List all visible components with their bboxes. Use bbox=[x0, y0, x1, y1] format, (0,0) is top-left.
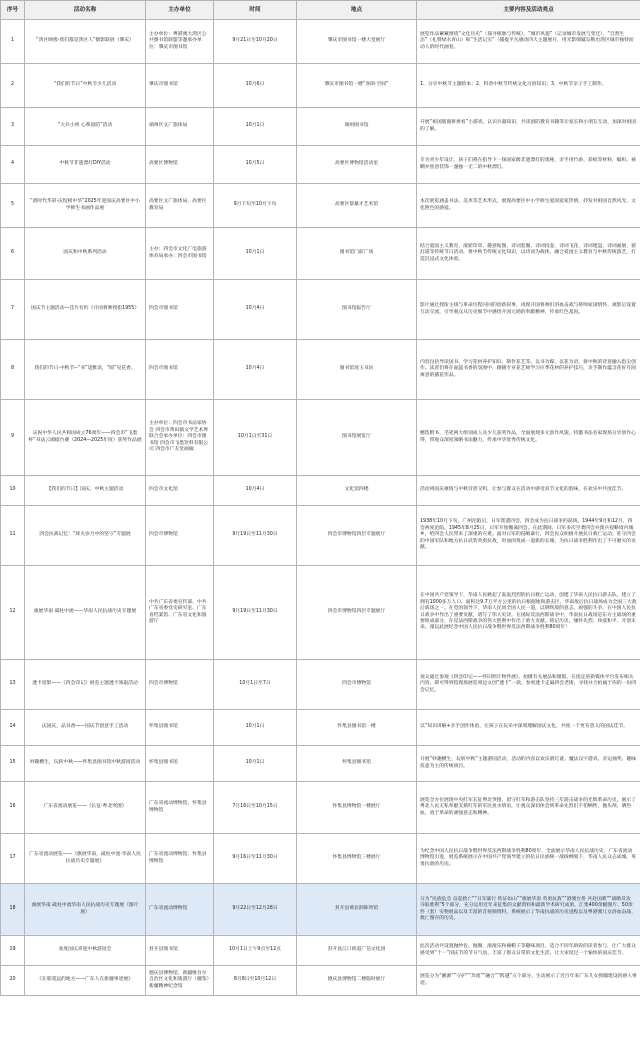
cell-name: 《在那遥远的地方——广东人在新疆事迹展》 bbox=[25, 966, 146, 996]
cell-name: 【我们的节日】国庆、中秋主题活动 bbox=[25, 476, 146, 506]
cell-no: 7 bbox=[1, 280, 25, 340]
cell-place: 封开县黄岩洞陈列馆 bbox=[297, 884, 417, 936]
cell-time: 9月22日至12月28日 bbox=[214, 884, 297, 936]
cell-no: 12 bbox=[1, 566, 25, 660]
cell-time: 10月6日 bbox=[214, 64, 297, 108]
cell-host: 中共广东省委宣传部、中共广东省委党史研究室、广东省档案馆、广东省文化和旅游厅 bbox=[146, 566, 214, 660]
cell-host: 端州区文广旅体局 bbox=[146, 108, 214, 146]
cell-time: 10月4日 bbox=[214, 476, 297, 506]
cell-name: 广东省流动展览——《长征·粤北突围》 bbox=[25, 782, 146, 834]
table-row bbox=[1, 280, 640, 340]
cell-host: 主办：四会市文化广电旅游体育局承办：四会市图书馆 bbox=[146, 228, 214, 280]
cell-time: 10月1日 bbox=[214, 108, 297, 146]
table-row bbox=[1, 506, 640, 566]
cell-no: 1 bbox=[1, 20, 25, 64]
table-row bbox=[1, 476, 640, 506]
cell-place: 高要区黎雄才艺术馆 bbox=[297, 184, 417, 228]
cell-host: 四会市图书馆 bbox=[146, 340, 214, 400]
cell-place: 怀集县博物馆一楼展厅 bbox=[297, 782, 417, 834]
cell-host: 主办单位：粤港澳大湾区公共图书馆联盟等邀承办单位：肇庆市图书馆 bbox=[146, 20, 214, 64]
cell-place: 四会市博物馆四层专题展厅 bbox=[297, 566, 417, 660]
cell-place: 德庆县博物馆二楼临时展厅 bbox=[297, 966, 417, 996]
cell-content: 精选楷书、毛笔两大组别成人及少儿获奖作品，全面展现多元创作风貌。特邀书法名家现场分享创作心得，带观众深度领略书法魅力，传承中华优秀传统文化。 bbox=[417, 400, 640, 476]
cell-no: 9 bbox=[1, 400, 25, 476]
cell-time: 8月8日至10月12日 bbox=[214, 966, 297, 996]
cell-place: 四会市博物馆 bbox=[297, 660, 417, 710]
cell-time: 7月16日至10月15日 bbox=[214, 782, 297, 834]
cell-name: 庆国庆，品书香——国庆节创意手工活动 bbox=[25, 710, 146, 746]
cell-name: 我们的节日·中秋节--“书”适雅读，“阅”见花香。 bbox=[25, 340, 146, 400]
cell-no: 15 bbox=[1, 746, 25, 782]
cell-time: 10月1日 bbox=[214, 228, 297, 280]
cell-name: 广东省流动展览——《旗展华南，砥柱中流·华南人民抗战历史专题展》 bbox=[25, 834, 146, 884]
table-row bbox=[1, 966, 640, 996]
cell-content: 开展“祖国版图拼拼看”小游戏，认识兵器知识，共读国防教育书籍等让家长和小朋友互动，加深对祖国的了解。 bbox=[417, 108, 640, 146]
cell-name: “大兵小将 心系国防”活动 bbox=[25, 108, 146, 146]
cell-no: 13 bbox=[1, 660, 25, 710]
cell-place: 封开县江口街道广信文化园 bbox=[297, 936, 417, 966]
table-row bbox=[1, 400, 640, 476]
cell-content: 1、分享中秋节主题绘本；2、科普中秋节传统文化习俗知识；3、中秋节亲子手工制作。 bbox=[417, 64, 640, 108]
cell-host: 肇庆市图书馆 bbox=[146, 64, 214, 108]
table-row bbox=[1, 64, 640, 108]
cell-name: 四会抗战记忆：“烽火岁月中的坚守”专题展 bbox=[25, 506, 146, 566]
cell-time: 9月19日至11月30日 bbox=[214, 566, 297, 660]
header-no: 序号 bbox=[1, 1, 25, 20]
cell-host: 四会市文化馆 bbox=[146, 476, 214, 506]
cell-name: “我们的节日”中秋节少儿活动 bbox=[25, 64, 146, 108]
cell-no: 6 bbox=[1, 228, 25, 280]
cell-no: 19 bbox=[1, 936, 25, 966]
cell-no: 3 bbox=[1, 108, 25, 146]
cell-content: 分为“民族危急 奋起救亡”“日军暴行 铁证如山”“旗展华南 英勇抗敌”“港澳台侨 共赴国难”“战略反攻 夺取胜利”5个部分，充分运用近年来征集的文献资料和最新学术研究成果，汇集400余幅图片、50余件（套）实物展品以及丰富的音视频资料，系统展示了华南抗战的历史进程以及粤港澳儿女浴血奋战、救亡图存的历史。 bbox=[417, 884, 640, 936]
header-name: 活动名称 bbox=[25, 1, 146, 20]
table-row bbox=[1, 146, 640, 184]
cell-name: “湾区映像·我们都是湾区人”摄影联展（肇庆） bbox=[25, 20, 146, 64]
cell-place: 怀集县博物馆三楼展厅 bbox=[297, 834, 417, 884]
header-time: 时间 bbox=[214, 1, 297, 20]
cell-content: 本次展览涵盖书法、美术等艺术形式，展现高要区中小学师生爱国爱家热情，抒发对祖国自然风光、文化艳色的感爱。 bbox=[417, 184, 640, 228]
cell-no: 17 bbox=[1, 834, 25, 884]
cell-no: 8 bbox=[1, 340, 25, 400]
cell-host: 四会市博物馆 bbox=[146, 660, 214, 710]
cell-name: 庆祝中华人民共和国成立76周年——四会市“飞墨杯”书法云端擂台赛（2024—2025年度）获奖作品展 bbox=[25, 400, 146, 476]
cell-place: 四会市博物馆四层专题展厅 bbox=[297, 506, 417, 566]
cell-host: 广东省流动博物馆、怀集县博物馆 bbox=[146, 782, 214, 834]
table-row bbox=[1, 660, 640, 710]
table-row bbox=[1, 746, 640, 782]
cell-name: 透卡留影——《四会印记》展览主题透卡领取活动 bbox=[25, 660, 146, 710]
cell-place: 文化馆四楼 bbox=[297, 476, 417, 506]
cell-content: 以“知识讲解+亲手创作体验，让孩子在玩乐中深刻理解国庆文化，共度一个更有意义的国庆佳节。 bbox=[417, 710, 640, 746]
cell-host: 德庆县博物馆、新疆维吾尔自治区文化和旅游厅（疆鉴）新疆精神纪念馆 bbox=[146, 966, 214, 996]
cell-time: 10月5日 bbox=[214, 146, 297, 184]
cell-no: 14 bbox=[1, 710, 25, 746]
cell-content: 展览全方位展现中央红军长征粤北突围，留守红军和游击队坚持三年游击战争的光辉革命历史，展示了粤北人民无私奉献支援红军的军民鱼水情谊，让观众深切体会到革命先烈们不怕牺牲，抛头颅、洒热血，勇于革命的顽强意志和精神。 bbox=[417, 782, 640, 834]
cell-no: 4 bbox=[1, 146, 25, 184]
cell-time: 10月4日 bbox=[214, 280, 297, 340]
cell-host: 怀集县图书馆 bbox=[146, 746, 214, 782]
cell-content: 开展“妙趣横生，玩转中秋”主题游园活动，活动的内容以欢乐猜灯谜、魔法汉字游戏、亲运抽奖、趣味投壶为主的传统项目。 bbox=[417, 746, 640, 782]
cell-name: 旗展华南 砥柱中流——华南人民抗战历史专题展 bbox=[25, 566, 146, 660]
cell-name: 欢度国庆喜迎中秋游园会 bbox=[25, 936, 146, 966]
cell-place: 端州图书馆 bbox=[297, 108, 417, 146]
cell-host: 广东省流动博物馆 bbox=[146, 884, 214, 936]
cell-name: 国庆节主题活动—佳片有约《开国将帅授衔1955》 bbox=[25, 280, 146, 340]
table-row bbox=[1, 340, 640, 400]
cell-content: 内容包括导读国书、学习花材养护知识、制作花艺等。以书为媒，以花为语，将中秋的诗意融入指尖创作。读者们将在氤氲书香的氛围中，跟随专业花艺师学习应季花材的养护技巧，亲手制作蕴含花好月圆寓意的插花作品。 bbox=[417, 340, 640, 400]
cell-time: 10月4日 bbox=[214, 340, 297, 400]
cell-time: 10月1日至31日 bbox=[214, 400, 297, 476]
cell-time: 9月下旬至10月下旬 bbox=[214, 184, 297, 228]
cell-host: 四会市图书馆 bbox=[146, 280, 214, 340]
cell-host: 高要区博物馆 bbox=[146, 146, 214, 184]
cell-time: 9月16日至11月30日 bbox=[214, 834, 297, 884]
cell-place: 怀集县图书馆 bbox=[297, 746, 417, 782]
cell-content: 观众通过参观《四会印记——怀旧照片物件展》，拍摄有关展品和图版，在指定的新媒体平台发布相关内容，即可得到馆现场展览周边文创“透卡”一款。参看透卡走遍四会老街，寻找并合拍属于你的一份四会记忆。 bbox=[417, 660, 640, 710]
cell-place: 图书馆报告厅 bbox=[297, 280, 417, 340]
cell-place: 肇庆市图书馆一楼“喜阅·空间” bbox=[297, 64, 417, 108]
cell-place: 图书馆门前广场 bbox=[297, 228, 417, 280]
table-row bbox=[1, 710, 640, 746]
cell-no: 11 bbox=[1, 506, 25, 566]
header-content: 主要内容及活动亮点 bbox=[417, 1, 640, 20]
cell-name: 中秋节非遗漂灯DIY活动 bbox=[25, 146, 146, 184]
cell-time: 10月1日上午9点至12点 bbox=[214, 936, 297, 966]
cell-host: 主办单位：四会市书法家协会 四会市黄田镇文学艺术界联合会承办单位：四会市图书馆 四会市飞墨饮料有限公司 四会市广友堂画廊 bbox=[146, 400, 214, 476]
cell-host: 高要区文广旅体局、高要区教育局 bbox=[146, 184, 214, 228]
cell-content: 结合爱国主义教育，滚轮印章、趣意贴图、诗词套圈、诗词投壶、诗词飞花、诗词建盘、诗词画展、猜灯谜等传统节日活动，将中秋节传统文化知识，以诗词为载体，融合爱国主义教育与中秋传统游艺，打造沉浸式文化体验。 bbox=[417, 228, 640, 280]
cell-content: 展览分为“湘源”“守护”“奔流”“融合”“跨越”五个部分，生动展示了近百年来广东儿女援疆建设的感人事迹。 bbox=[417, 966, 640, 996]
cell-time: 10月1日 bbox=[214, 746, 297, 782]
cell-content: 为纪念中国人民抗日战争暨世界反法西斯战争胜利80周年，全面展示华南人民抗战历史，广东省流动博物馆引进，展览系统展示在中国共产党领导建立的抗日民族统一战线纲领下，华南人民众志成城，英勇抗敌的历史。 bbox=[417, 834, 640, 884]
table-row bbox=[1, 184, 640, 228]
cell-content: 影片通过授衔主线与革命历程闪回的创新叙事，再现开国将帅们浴血奋战与将帅家国情怀。观影后设置互动交流，引导观众从历史细节中感悟开国元勋的奉献精神，传承红色基因。 bbox=[417, 280, 640, 340]
cell-place: 怀集县图书馆一楼 bbox=[297, 710, 417, 746]
cell-name: 国庆和中秋系列活动 bbox=[25, 228, 146, 280]
cell-no: 10 bbox=[1, 476, 25, 506]
cell-no: 20 bbox=[1, 966, 25, 996]
cell-no: 2 bbox=[1, 64, 25, 108]
header-place: 地点 bbox=[297, 1, 417, 20]
cell-name: “谱时代华彩·庆绽榜中华”2025年迎国庆高要区中小学师生书画作品展 bbox=[25, 184, 146, 228]
cell-content: 展览作品紧紧围绕“文化历史”（探寻根脉与传统）、“城市风貌”（记录城市发展与变迁）、“自然生态”（礼赞绿水青山）和“生活记实”（捕捉平凡感动四大主题展开，用光影细腻勾勒出湾区城市独特而动人的时代画卷。 bbox=[417, 20, 640, 64]
cell-no: 16 bbox=[1, 782, 25, 834]
table-body bbox=[1, 20, 640, 996]
table-row bbox=[1, 566, 640, 660]
cell-no: 18 bbox=[1, 884, 25, 936]
cell-host: 怀集县图书馆 bbox=[146, 710, 214, 746]
header-host: 主办单位 bbox=[146, 1, 214, 20]
cell-content: 专为青少年设计。孩子们将在指导下一探国家级非遗漂灯的奥秘，亲手用竹条、彩纸等材料，编织、裱糊并创意装饰一盏独一无二的中秋漂灯。 bbox=[417, 146, 640, 184]
cell-content: 1938年10月下旬，广州沦陷后，日军派遣四会，四会成为抗日战争的前线。1944年9月和12月，四会两度沦陷。1945年8月25日，日军开始撤离四会。在此期间，日军多次空袭四会并派兵侵略境内城乡，给四会人民带来了深重的灾难。面对日军的侵略暴行，四会民众积极开展抗日救亡运动。驻守四会的中国军队和地方抗日武装英勇抗敌，用血肉筑成一道新的长城，为抗日战争胜利作出了不可磨灭的贡献。 bbox=[417, 506, 640, 566]
cell-place: 图书馆展览厅 bbox=[297, 400, 417, 476]
table-row bbox=[1, 20, 640, 64]
table-row bbox=[1, 884, 640, 936]
cell-place: 高要区博物馆活动室 bbox=[297, 146, 417, 184]
cell-content: 此次活动共设置抛纱包、抛圈、滚滚乐和摘帽子等趣味项目，适合不同年龄段的读者参与，让广大群众感受到“十一”国庆节的节日气氛，丰富了群众日常的文化生活，让大家度过一个愉快的国庆佳节。 bbox=[417, 936, 640, 966]
cell-host: 广东省流动博物馆、怀集县博物馆 bbox=[146, 834, 214, 884]
table-row bbox=[1, 108, 640, 146]
cell-content: 活动将国庆豪情与中秋诗意交织，让参与群众在活动中感受双节文化的韵味，在欢乐中共度佳节。 bbox=[417, 476, 640, 506]
table-row bbox=[1, 782, 640, 834]
cell-content: 在中国共产党领导下，华南人民掀起了轰轰烈烈的抗日救亡运动，创建了华南人民抗日游击队，建立了拥有1000多万人口、面积达9.7万平方公里的抗日根据地和游击区，华南敌后抗日战场成为全国三大敌后战场之一。在党的领导下，华南人民同全国人民一道，以钢铁般的意志，顽强的斗争，在中国人民抗日战争中作出了重要贡献，谱写了伟大史诗。在国际反法西斯战争中，华南抗日战场是东方主战场的重要组成部分，在反法西斯战争的伟大胜利中作出了重大贡献。铭记历史、缅怀先烈、珍爱和平、开创未来。谨以此展纪念中国人民抗日战争暨世界反法西斯战争胜利80周年！ bbox=[417, 566, 640, 660]
table-row bbox=[1, 228, 640, 280]
cell-time: 10月1日 bbox=[214, 710, 297, 746]
cell-name: 妙趣横生，玩转中秋——怀集县图书馆中秋游园活动 bbox=[25, 746, 146, 782]
cell-host: 四会市博物馆 bbox=[146, 506, 214, 566]
cell-host: 封开县图书馆 bbox=[146, 936, 214, 966]
cell-time: 9月19日至11月30日 bbox=[214, 506, 297, 566]
table-header-row bbox=[1, 1, 640, 20]
cell-place: 肇庆市图书馆一楼大堂展厅 bbox=[297, 20, 417, 64]
cell-place: 图书馆瑶玉书坊 bbox=[297, 340, 417, 400]
cell-no: 5 bbox=[1, 184, 25, 228]
cell-time: 9月21日至10月20日 bbox=[214, 20, 297, 64]
cell-time: 10月1日至7日 bbox=[214, 660, 297, 710]
cell-name: 旗展华南 砥柱中流华南人民抗战历史专题展（图片展） bbox=[25, 884, 146, 936]
table-row bbox=[1, 936, 640, 966]
table-row bbox=[1, 834, 640, 884]
